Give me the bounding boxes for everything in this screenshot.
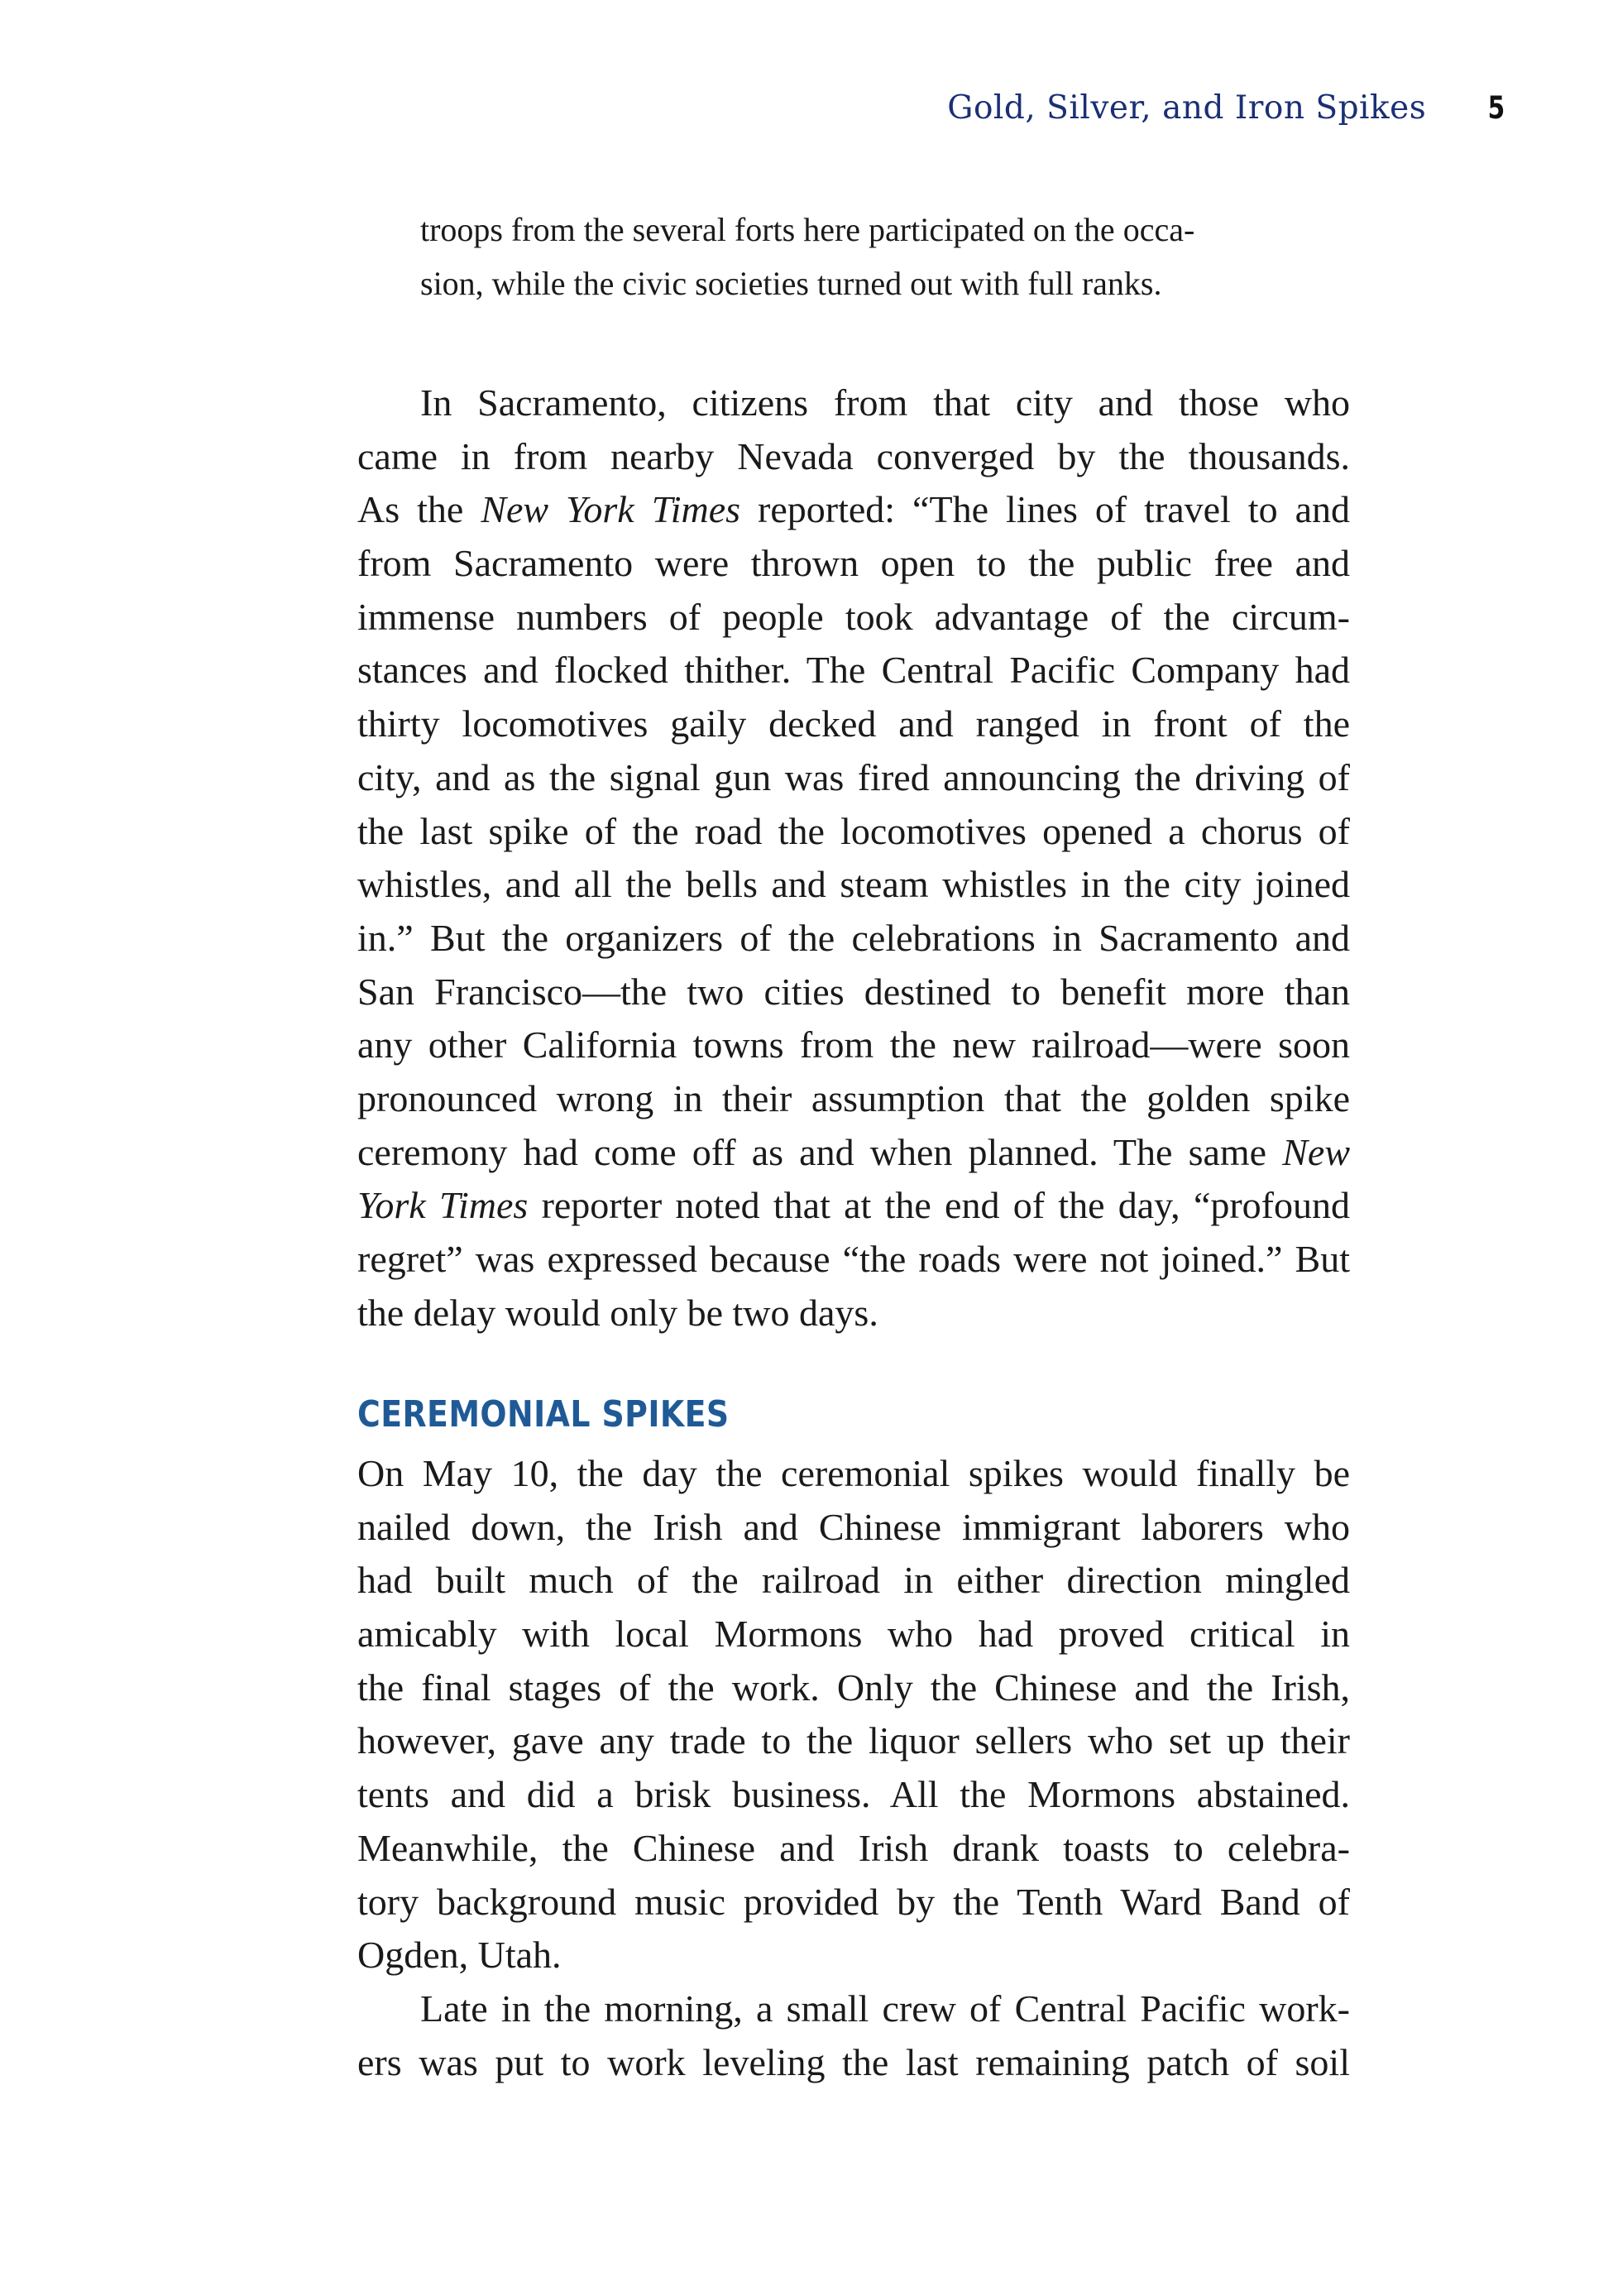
- paragraph-line: nailed down, the Irish and Chinese immigrant laborers who: [357, 1505, 1350, 1548]
- paragraph-sacramento: [357, 376, 1350, 1340]
- italic-title: York Times: [357, 1184, 529, 1227]
- paragraph-late-morning: [357, 1982, 1350, 2089]
- paragraph-line: pronounced wrong in their assumption that the golden spike: [357, 1076, 1350, 1119]
- paragraph-line: regret” was expressed because “the roads were not joined.” But: [357, 1238, 1350, 1280]
- running-head-title: Gold, Silver, and Iron Spikes: [947, 89, 1427, 127]
- paragraph-line: however, gave any trade to the liquor sellers who set up their: [357, 1719, 1350, 1762]
- paragraph-line: ceremony had come off as and when planned. The same New: [357, 1130, 1350, 1173]
- paragraph-line: York Times reporter noted that at the end of the day, “profound: [357, 1184, 1350, 1227]
- italic-title: New: [1282, 1130, 1350, 1173]
- paragraph-line: ers was put to work leveling the last remaining patch of soil: [357, 2040, 1350, 2083]
- paragraph-line: amicably with local Mormons who had proved critical in: [357, 1613, 1350, 1656]
- quote-line: troops from the several forts here participated on the occa-: [420, 211, 1195, 248]
- page-number: 5: [1487, 90, 1505, 126]
- paragraph-line: Late in the morning, a small crew of Central Pacific work-: [420, 1987, 1350, 2030]
- paragraph-line: the last spike of the road the locomotives opened a chorus of: [357, 809, 1350, 852]
- paragraph-line: had built much of the railroad in either direction mingled: [357, 1559, 1350, 1602]
- paragraph-line: Meanwhile, the Chinese and Irish drank toasts to celebra-: [357, 1826, 1350, 1869]
- paragraph-may-10: [357, 1447, 1350, 1982]
- paragraph-line: came in from nearby Nevada converged by the thousands.: [357, 434, 1350, 477]
- paragraph-line: In Sacramento, citizens from that city and those who: [420, 381, 1350, 424]
- paragraph-line: whistles, and all the bells and steam whistles in the city joined: [357, 863, 1350, 906]
- paragraph-line: On May 10, the day the ceremonial spikes would finally be: [357, 1452, 1350, 1494]
- block-quote: [420, 204, 1289, 310]
- paragraph-line: from Sacramento were thrown open to the public free and: [357, 542, 1350, 585]
- italic-title: New York Times: [481, 488, 741, 531]
- paragraph-line: stances and flocked thither. The Central Pacific Company had: [357, 649, 1350, 692]
- paragraph-line: immense numbers of people took advantage of the circum-: [357, 595, 1350, 638]
- paragraph-line: tory background music provided by the Tenth Ward Band of: [357, 1880, 1350, 1923]
- section-heading: CEREMONIAL SPIKES: [357, 1393, 730, 1436]
- paragraph-line: in.” But the organizers of the celebrations in Sacramento and: [357, 916, 1350, 959]
- paragraph-line: As the New York Times reported: “The lines of travel to and: [357, 488, 1350, 531]
- running-head: [0, 89, 1507, 136]
- paragraph-line: the final stages of the work. Only the Chinese and the Irish,: [357, 1666, 1350, 1709]
- paragraph-line: Ogden, Utah.: [357, 1934, 562, 1977]
- paragraph-line: any other California towns from the new railroad—were soon: [357, 1023, 1350, 1067]
- paragraph-line: thirty locomotives gaily decked and ranged in front of the: [357, 702, 1350, 745]
- quote-line: sion, while the civic societies turned out with full ranks.: [420, 264, 1162, 302]
- paragraph-line: San Francisco—the two cities destined to benefit more than: [357, 970, 1350, 1013]
- paragraph-line: the delay would only be two days.: [357, 1291, 878, 1334]
- paragraph-line: city, and as the signal gun was fired announcing the driving of: [357, 755, 1350, 798]
- paragraph-line: tents and did a brisk business. All the Mormons abstained.: [357, 1773, 1350, 1816]
